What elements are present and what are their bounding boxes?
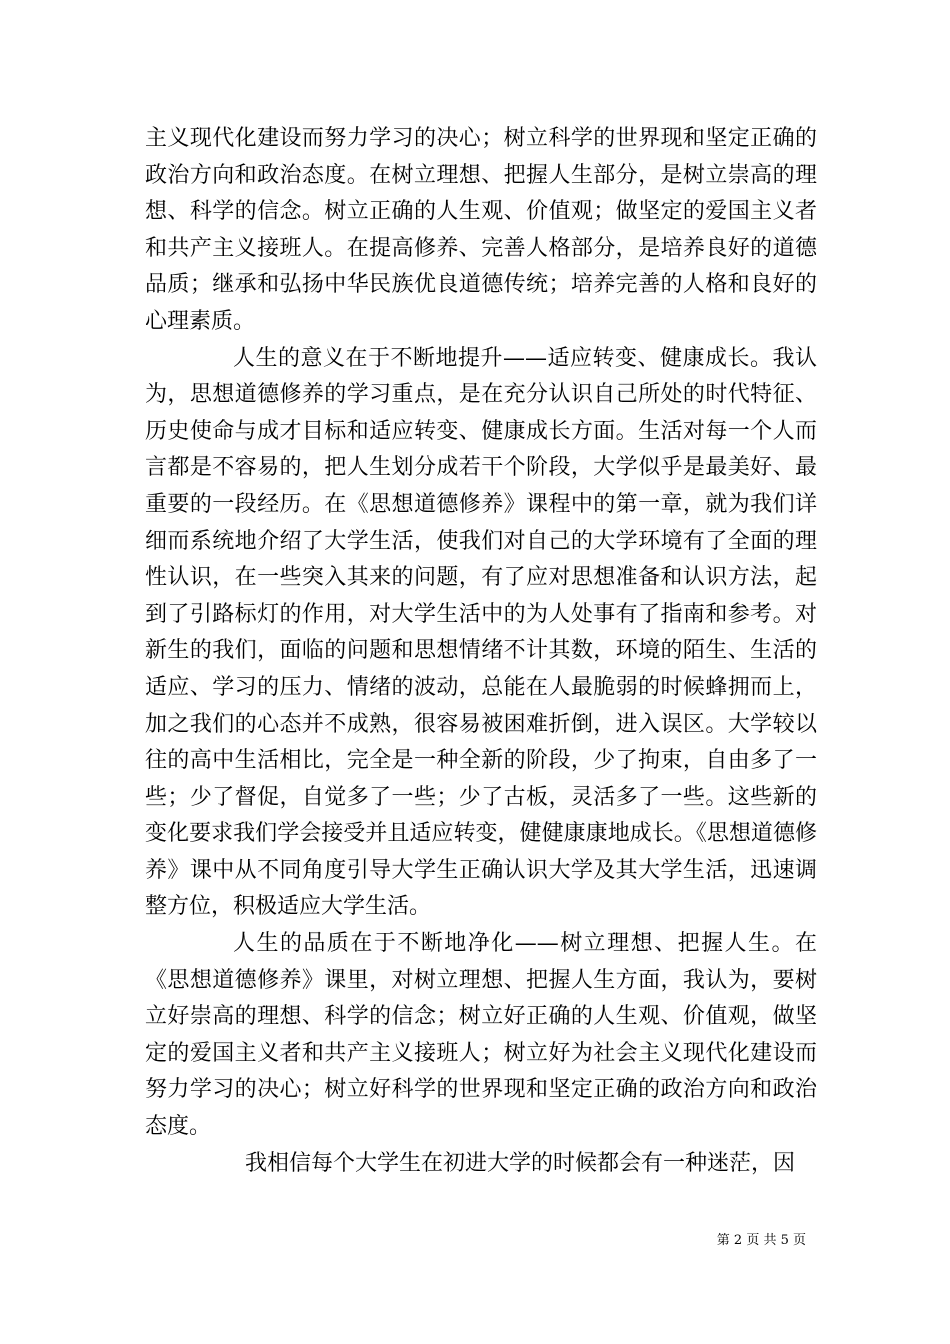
document-body — [145, 121, 817, 1182]
paragraph-continuation: 主义现代化建设而努力学习的决心；树立科学的世界现和坚定正确的政治方向和政治态度。在树立理想、把握人生部分，是树立崇高的理想、科学的信念。树立正确的人生观、价值观；做坚定的爱国主义者和共产主义接班人。在提高修养、完善人格部分，是培养良好的道德品质；继承和弘扬中华民族优良道德传统；培养完善的人格和良好的心理素质。 — [145, 126, 817, 334]
paragraph-adapting-growth: 人生的意义在于不断地提升——适应转变、健康成长。我认为，思想道德修养的学习重点，是在充分认识自己所处的时代特征、历史使命与成才目标和适应转变、健康成长方面。生活对每一个人而言都是不容易的，把人生划分成若干个阶段，大学似乎是最美好、最重要的一段经历。在《思想道德修养》课程中的第一章，就为我们详细而系统地介绍了大学生活，使我们对自己的大学环境有了全面的理性认识，在一些突入其来的问题，有了应对思想准备和认识方法，起到了引路标灯的作用，对大学生活中的为人处事有了指南和参考。对新生的我们，面临的问题和思想情绪不计其数，环境的陌生、生活的适应、学习的压力、情绪的波动，总能在人最脆弱的时候蜂拥而上，加之我们的心态并不成熟，很容易被困难折倒，进入误区。大学较以往的高中生活相比，完全是一种全新的阶段，少了拘束，自由多了一些；少了督促，自觉多了一些；少了古板，灵活多了一些。这些新的变化要求我们学会接受并且适应转变，健健康康地成长。《思想道德修养》课中从不同角度引导大学生正确认识大学及其大学生活，迅速调整方位，积极适应大学生活。 — [145, 345, 817, 920]
paragraph-freshman-confusion: 我相信每个大学生在初进大学的时候都会有一种迷茫，因 — [245, 1150, 796, 1176]
page-number-footer: 第 2 页 共 5 页 — [716, 1233, 806, 1248]
paragraph-ideals-life: 人生的品质在于不断地净化——树立理想、把握人生。在《思想道德修养》课里，对树立理想、把握人生方面，我认为，要树立好崇高的理想、科学的信念；树立好正确的人生观、价值观，做坚定的爱国主义者和共产主义接班人；树立好为社会主义现代化建设而努力学习的决心；树立好科学的世界现和坚定正确的政治方向和政治态度。 — [145, 931, 817, 1140]
